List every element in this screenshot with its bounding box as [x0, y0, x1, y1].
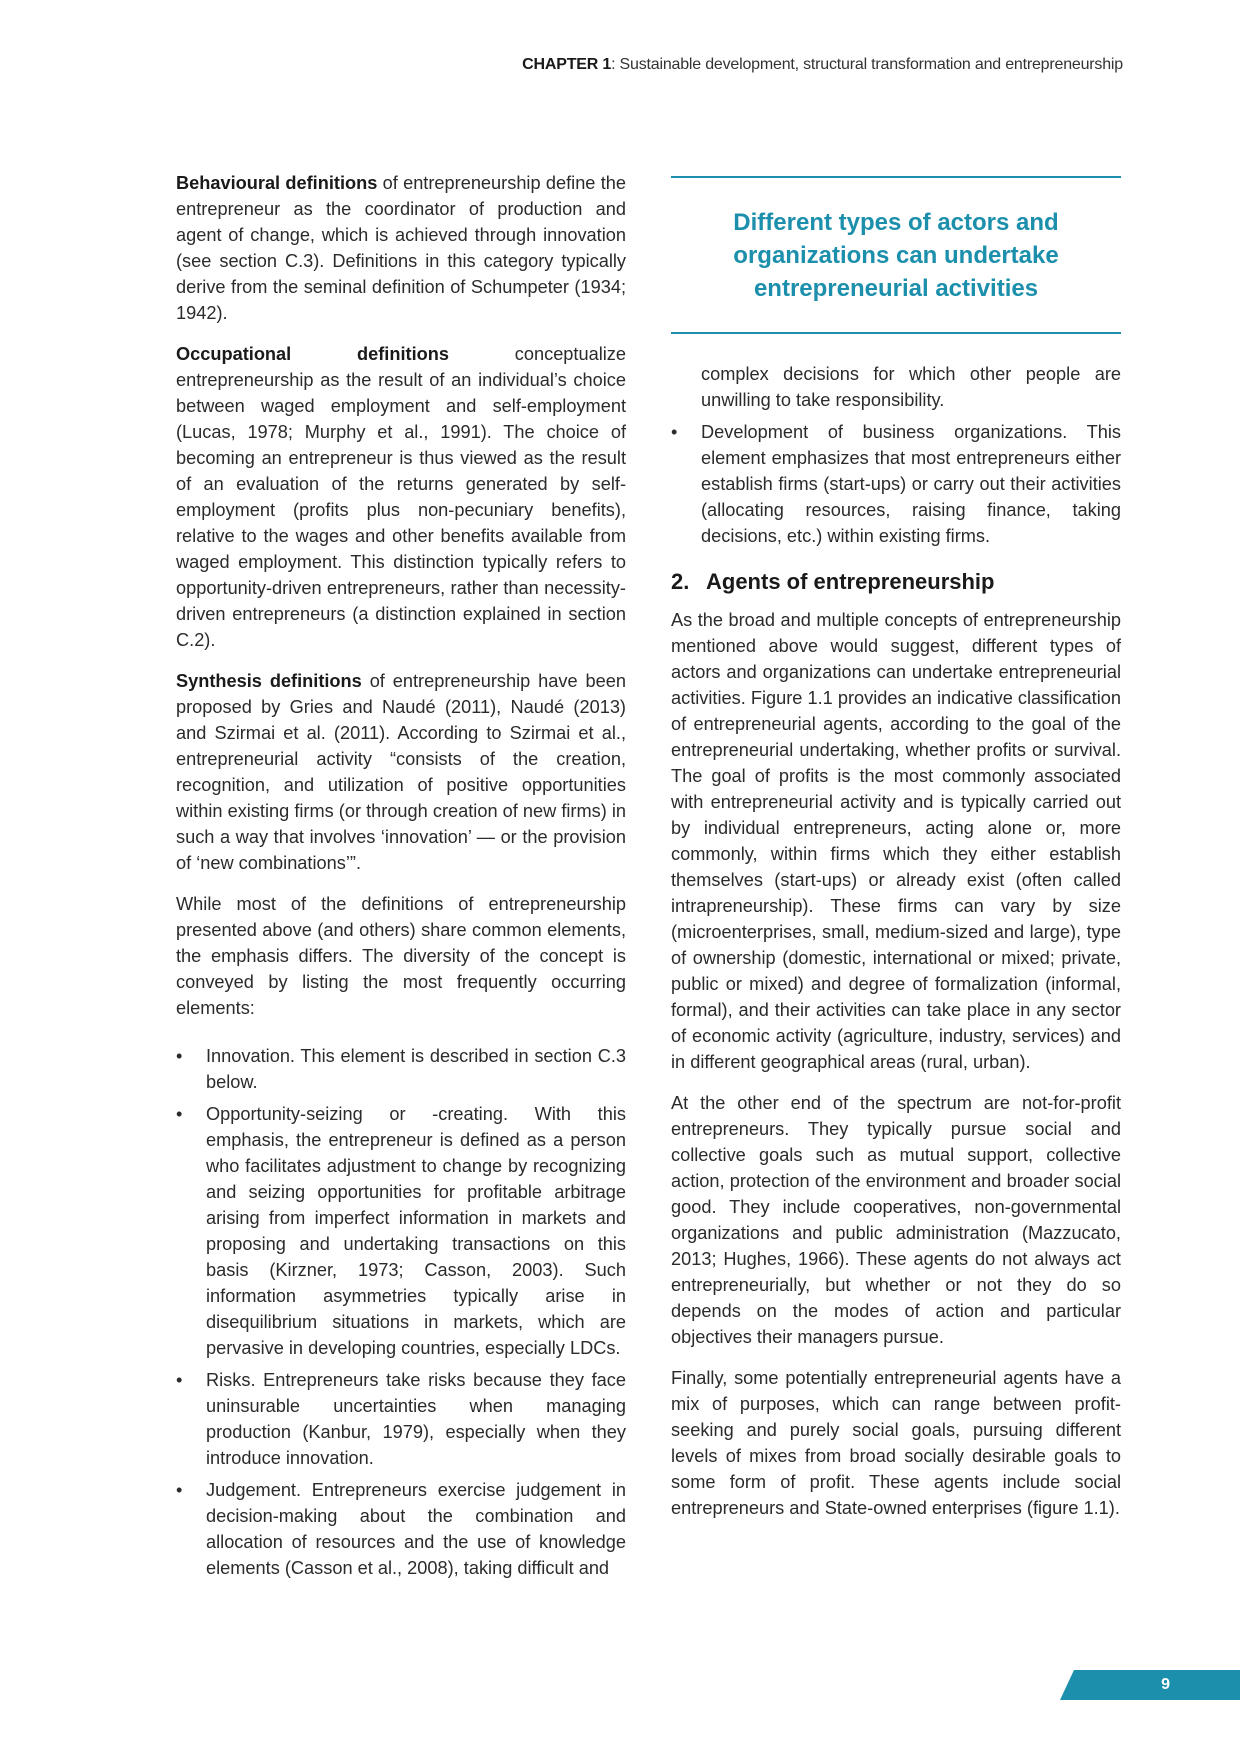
chapter-title: : Sustainable development, structural transformation and entrepreneurship: [611, 56, 1123, 73]
synthesis-definitions-term: Synthesis definitions: [176, 671, 362, 691]
section-number: 2.: [671, 569, 690, 594]
list-item: [671, 419, 1121, 549]
bullet-icon: •: [176, 1046, 183, 1066]
list-item-text: Opportunity-seizing or -creating. With this emphasis, the entrepreneur is defined as a person who facilitates adjustment to change by recognizing and seizing opportunities for profitable arbitrage arising from imperfect information in markets and proposing and undertaking transactions on this basis (Kirzner, 1973; Casson, 2003). Such information asymmetries typically arise in disequilibrium situations in markets, which are pervasive in developing countries, especially LDCs.: [206, 1104, 626, 1358]
occupational-definitions-text: conceptualize entrepreneurship as the result of an individual’s choice between waged employment and self-employment (Lucas, 1978; Murphy et al., 1991). The choice of becoming an entrepreneur is thus viewed as the result of an evaluation of the returns generated by self-employment (profits plus non-pecuniary benefits), relative to the wages and other benefits available from waged employment. This distinction typically refers to opportunity-driven entrepreneurs, rather than necessity-driven entrepreneurs (a distinction explained in section C.2).: [176, 344, 627, 650]
occupational-definitions-paragraph: [176, 341, 626, 653]
behavioural-definitions-term: Behavioural definitions: [176, 173, 378, 193]
right-column: [671, 361, 1121, 1536]
list-item-text: Innovation. This element is described in section C.3 below.: [206, 1046, 626, 1092]
behavioural-definitions-paragraph: [176, 170, 626, 326]
agents-paragraph-2: At the other end of the spectrum are not-for-profit entrepreneurs. They typically pursue social and collective goals such as mutual support, collective action, protection of the environment and broader social good. They include cooperatives, non-governmental organizations and public administration (Mazzucato, 2013; Hughes, 1966). These agents do not always act entrepreneurially, but whether or not they do so depends on the modes of action and particular objectives their managers pursue.: [671, 1093, 1121, 1347]
pull-quote-callout: [671, 176, 1121, 334]
list-item-text: Development of business organizations. This element emphasizes that most entrepreneurs either establish firms (start-ups) or carry out their activities (allocating resources, raising finance, taking decisions, etc.) within existing firms.: [701, 422, 1121, 546]
section-heading: [671, 567, 1121, 597]
bullet-icon: •: [176, 1370, 183, 1390]
elements-intro-paragraph: While most of the definitions of entrepreneurship presented above (and others) share common elements, the emphasis differs. The diversity of the concept is conveyed by listing the most frequently occurring elements:: [176, 894, 626, 1018]
list-item: [176, 1043, 626, 1095]
agents-paragraph-1: As the broad and multiple concepts of entrepreneurship mentioned above would suggest, different types of actors and organizations can undertake entrepreneurial activities. Figure 1.1 provides an indicative classification of entrepreneurial agents, according to the goal of the entrepreneurial undertaking, whether profits or survival. The goal of profits is the most commonly associated with entrepreneurial activity and is typically carried out by individual entrepreneurs, acting alone or, more commonly, within firms which they either establish themselves (start-ups) or already exist (often called intrapreneurship). These firms can vary by size (microenterprises, small, medium-sized and large), type of ownership (domestic, international or mixed; private, public or mixed) and degree of formalization (informal, formal), and their activities can take place in any sector of economic activity (agriculture, industry, services) and in different geographical areas (rural, urban).: [671, 610, 1121, 1072]
elements-list-continued: [671, 419, 1121, 549]
occupational-definitions-term: Occupational definitions: [176, 344, 449, 364]
left-column: [176, 170, 626, 1587]
pull-quote-text: Different types of actors and organizations can undertake entrepreneurial activities: [733, 208, 1059, 302]
continued-bullet-text: complex decisions for which other people are unwilling to take responsibility.: [701, 364, 1121, 410]
chapter-label: CHAPTER 1: [522, 56, 612, 73]
page-number: 9: [1161, 1676, 1170, 1693]
bullet-icon: •: [176, 1480, 183, 1500]
behavioural-definitions-text: of entrepreneurship define the entrepreneur as the coordinator of production and agent of change, which is achieved through innovation (see section C.3). Definitions in this category typically derive from the seminal definition of Schumpeter (1934; 1942).: [176, 173, 626, 323]
list-item: [176, 1477, 626, 1581]
list-item-text: Judgement. Entrepreneurs exercise judgement in decision-making about the combination and allocation of resources and the use of knowledge elements (Casson et al., 2008), taking difficult and: [206, 1480, 626, 1578]
list-item: [176, 1101, 626, 1361]
elements-list: [176, 1043, 626, 1581]
running-header: [522, 56, 1123, 74]
bullet-icon: •: [176, 1104, 183, 1124]
synthesis-definitions-text: of entrepreneurship have been proposed by Gries and Naudé (2011), Naudé (2013) and Szirmai et al. (2011). According to Szirmai et al., entrepreneurial activity “consists of the creation, recognition, and utilization of positive opportunities within existing firms (or through creation of new firms) in such a way that involves ‘innovation’ — or the provision of ‘new combinations’”.: [176, 671, 626, 873]
list-item: [176, 1367, 626, 1471]
agents-paragraph-3: Finally, some potentially entrepreneurial agents have a mix of purposes, which can range between profit-seeking and purely social goals, pursuing different levels of mixes from broad socially desirable goals to some form of profit. These agents include social entrepreneurs and State-owned enterprises (figure 1.1).: [671, 1368, 1121, 1518]
bullet-icon: •: [671, 422, 678, 442]
list-item-text: Risks. Entrepreneurs take risks because they face uninsurable uncertainties when managing production (Kanbur, 1979), especially when they introduce innovation.: [206, 1370, 626, 1468]
section-title: Agents of entrepreneurship: [706, 569, 995, 594]
synthesis-definitions-paragraph: [176, 668, 626, 876]
